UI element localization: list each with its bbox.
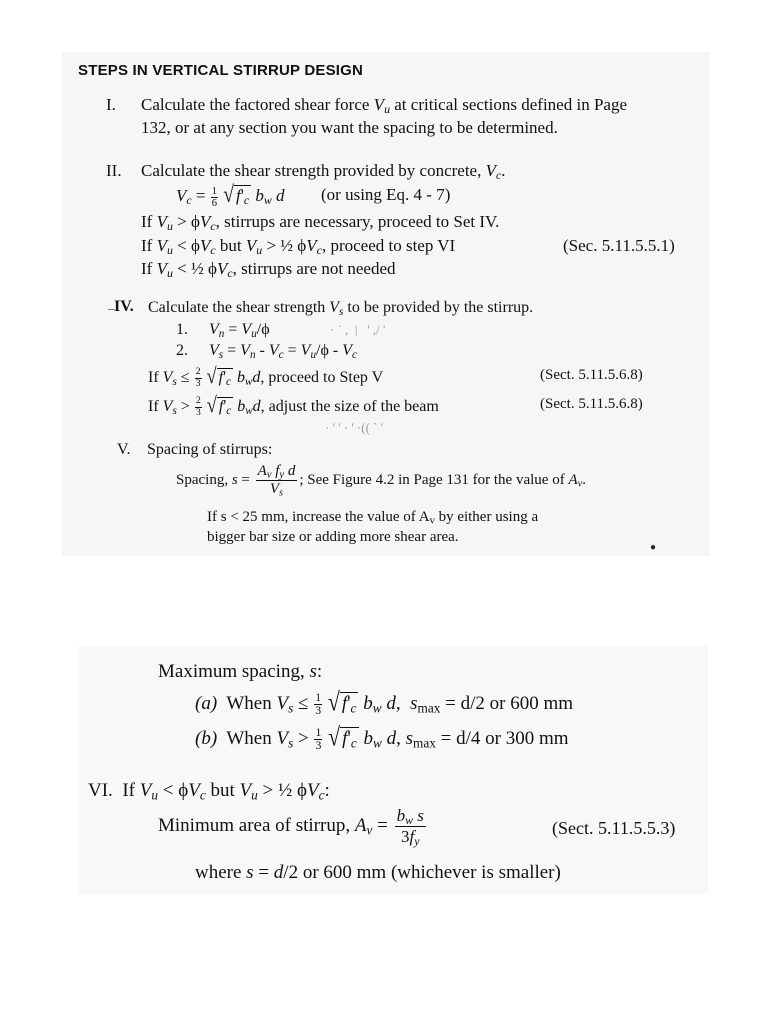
step-5-heading: Spacing of stirrups:	[147, 441, 273, 458]
scan-dot-mark: ●	[650, 542, 657, 553]
step-6-heading: VI. If $V_u < \phi V_c$ but $V_u$ > ½ $\phi V_c$:	[88, 780, 330, 803]
step-6-ref: (Sect. 5.11.5.5.3)	[552, 818, 676, 838]
step-2-heading: Calculate the shear strength provided by concrete, $V_c$.	[141, 161, 506, 182]
step-2-numeral: II.	[106, 161, 122, 180]
step-5-note-line-1: If s < 25 mm, increase the value of $A_v$ by either using a	[207, 509, 539, 527]
step-5-numeral: V.	[117, 441, 131, 458]
step-4-heading: Calculate the shear strength $V_s$ to be provided by the stirrup.	[148, 299, 534, 318]
step-4-item-2-num: 2.	[176, 342, 188, 359]
step-5-note-line-2: bigger bar size or adding more shear area.	[207, 529, 459, 545]
vn-formula: $V_n = V_u/\phi$	[209, 321, 270, 340]
step-1-numeral: I.	[106, 95, 116, 114]
step-4-condition-2: If $V_s$ > $\frac{2}{3}$ √ $f'_c$ $b_wd$, adjust the size of the beam	[148, 392, 439, 418]
step-2-condition-1: If $V_u > \phi V_c$, stirrups are necessary, proceed to Set IV.	[141, 212, 500, 233]
step-2-condition-2: If $V_u < \phi V_c$ but $V_u$ > ½ $\phi V_c$, proceed to step VI	[141, 236, 456, 257]
scan-tick-mark: _	[108, 296, 115, 311]
spacing-formula: Spacing, s = $\frac{A_v f_y d}{V_s}$ ; See Figure 4.2 in Page 131 for the value of $A_v$.	[176, 463, 587, 499]
scan-noise-mark: · ' ' · ' ·(( ` '	[325, 420, 384, 435]
step-4-item-1-num: 1.	[176, 321, 188, 338]
step-6-where: where s = d/2 or 600 mm (whichever is smaller)	[195, 862, 561, 883]
step-4-condition-1-ref: (Sect. 5.11.5.6.8)	[540, 367, 643, 383]
step-4-condition-2-ref: (Sect. 5.11.5.6.8)	[540, 396, 643, 412]
vs-formula: $V_s = V_n - V_c = V_u/\phi - V_c$	[209, 342, 357, 361]
max-spacing-case-b: (b) When $V_s$ > $\frac{1}{3}$ √ $f'_c$ $b_w$ d, $s_{max} = d/4$ or 300 mm	[195, 722, 569, 753]
max-spacing-heading: Maximum spacing, s:	[158, 661, 323, 682]
step-4-numeral: IV.	[114, 298, 134, 315]
min-area-formula: Minimum area of stirrup, $A_v$ = $\frac{b_w s}{3f_y}$	[158, 806, 424, 848]
vc-formula: $V_c$ = $\frac{1}{6}$ √ $f'_c$ $b_w$ d	[176, 182, 285, 209]
scanned-page-bottom	[78, 646, 708, 894]
step-4-condition-1: If $V_s$ ≤ $\frac{2}{3}$ √ $f'_c$ $b_wd$, proceed to Step V	[148, 363, 384, 389]
step-1-line-2: 132, or at any section you want the spacing to be determined.	[141, 118, 558, 137]
document-title: STEPS IN VERTICAL STIRRUP DESIGN	[78, 62, 364, 79]
vc-formula-note: (or using Eq. 4 - 7)	[321, 185, 451, 204]
step-2-condition-2-ref: (Sec. 5.11.5.5.1)	[563, 236, 675, 255]
step-2-condition-3: If $V_u$ < ½ $\phi V_c$, stirrups are not needed	[141, 259, 396, 280]
step-1-line-1: Calculate the factored shear force $V_u$ at critical sections defined in Page	[141, 95, 627, 116]
max-spacing-case-a: (a) When $V_s$ ≤ $\frac{1}{3}$ √ $f'_c$ $b_w$ d, $s_{max} = d/2$ or 600 mm	[195, 687, 574, 718]
scan-noise-mark: · ˙ , | ' ,/ '	[330, 322, 386, 337]
